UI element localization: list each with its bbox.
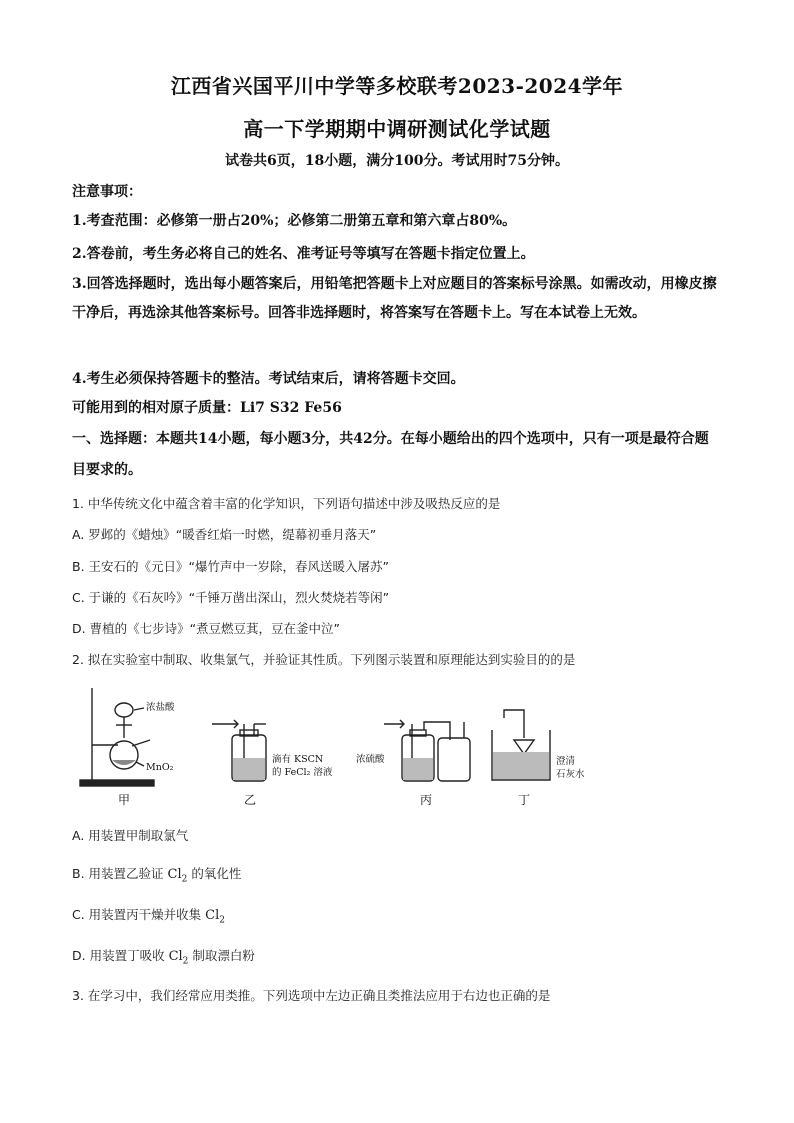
chlorine-symbol: Cl	[167, 867, 182, 882]
option-d-text: D. 用装置丁吸收	[72, 948, 165, 963]
apparatus-name-yi: 乙	[244, 793, 257, 807]
option-c-text: C. 用装置丙干燥并收集	[72, 907, 202, 922]
note-item-1: 1.考查范围：必修第一册占20%；必修第二册第五章和第六章占80%。	[72, 213, 517, 229]
chlorine-formula	[167, 867, 188, 885]
apparatus-name-ding: 丁	[518, 793, 531, 807]
exam-meta: 试卷共6页，18小题，满分100分。考试用时75分钟。	[225, 153, 569, 169]
chlorine-symbol: Cl	[168, 949, 183, 964]
jia-label-mno2: MnO₂	[146, 762, 174, 773]
apparatus-jia	[80, 688, 154, 786]
option-b-text-end: 的氧化性	[191, 866, 242, 881]
yi-label-1: 滴有 KSCN	[272, 754, 324, 765]
section-heading: 一、选择题：本题共14小题，每小题3分，共42分。在每小题给出的四个选项中，只有一项是最符合题目要求的。	[72, 431, 709, 478]
exam-title-line2: 高一下学期期中调研测试化学试题	[243, 117, 551, 141]
chlorine-symbol: Cl	[205, 908, 220, 923]
question-2-option-d	[72, 946, 255, 967]
notes-heading: 注意事项：	[72, 184, 142, 200]
ding-label-1: 澄清	[556, 756, 576, 767]
exam-title-line1: 江西省兴国平川中学等多校联考2023-2024学年	[170, 74, 624, 98]
subscript-2: 2	[181, 874, 188, 885]
question-1-stem: 1. 中华传统文化中蕴含着丰富的化学知识，下列语句描述中涉及吸热反应的是	[72, 496, 501, 511]
apparatus-bing	[384, 720, 470, 781]
question-2-option-b	[72, 864, 241, 885]
apparatus-name-jia: 甲	[118, 793, 131, 807]
question-3-stem: 3. 在学习中，我们经常应用类推。下列选项中左边正确且类推法应用于右边也正确的是	[72, 988, 551, 1003]
chlorine-formula	[168, 949, 189, 967]
jia-label-hcl: 浓盐酸	[146, 702, 175, 713]
apparatus-ding	[492, 710, 550, 780]
subscript-2: 2	[219, 915, 226, 926]
question-1-option-a: A. 罗邺的《蜡烛》“暖香红焰一时燃，缇幕初垂月落天”	[72, 527, 377, 542]
option-d-text-end: 制取漂白粉	[192, 948, 255, 963]
question-2-option-a: A. 用装置甲制取氯气	[72, 828, 189, 843]
question-1-option-d: D. 曹植的《七步诗》“煮豆燃豆萁，豆在釜中泣”	[72, 621, 341, 636]
note-item-3: 3.回答选择题时，选出每小题答案后，用铅笔把答题卡上对应题目的答案标号涂黑。如需改动，用橡皮擦干净后，再选涂其他答案标号。回答非选择题时，将答案写在答题卡上。写在本试卷上无效。	[72, 276, 717, 321]
note-item-2: 2.答卷前，考生务必将自己的姓名、准考证号等填写在答题卡指定位置上。	[72, 246, 535, 262]
yi-label-2: 的 FeCl₂ 溶液	[272, 767, 333, 778]
apparatus-name-bing: 丙	[420, 793, 433, 807]
question-2-stem: 2. 拟在实验室中制取、收集氯气，并验证其性质。下列图示装置和原理能达到实验目的的是	[72, 652, 576, 667]
chlorine-formula	[205, 908, 226, 926]
subscript-2: 2	[182, 956, 189, 967]
question-1-option-c: C. 于谦的《石灰吟》“千锤万凿出深山，烈火焚烧若等闲”	[72, 590, 390, 605]
note-item-4: 4.考生必须保持答题卡的整洁。考试结束后，请将答题卡交回。	[72, 371, 465, 387]
atomic-masses: 可能用到的相对原子质量：Li7 S32 Fe56	[72, 400, 342, 416]
question-1-option-b: B. 王安石的《元日》“爆竹声中一岁除，春风送暖入屠苏”	[72, 559, 389, 574]
ding-label-2: 石灰水	[556, 769, 585, 780]
apparatus-yi	[212, 720, 266, 781]
apparatus-diagram	[72, 680, 592, 810]
bing-label: 浓硫酸	[356, 754, 385, 765]
option-b-text: B. 用装置乙验证	[72, 866, 164, 881]
question-2-option-c	[72, 905, 225, 926]
